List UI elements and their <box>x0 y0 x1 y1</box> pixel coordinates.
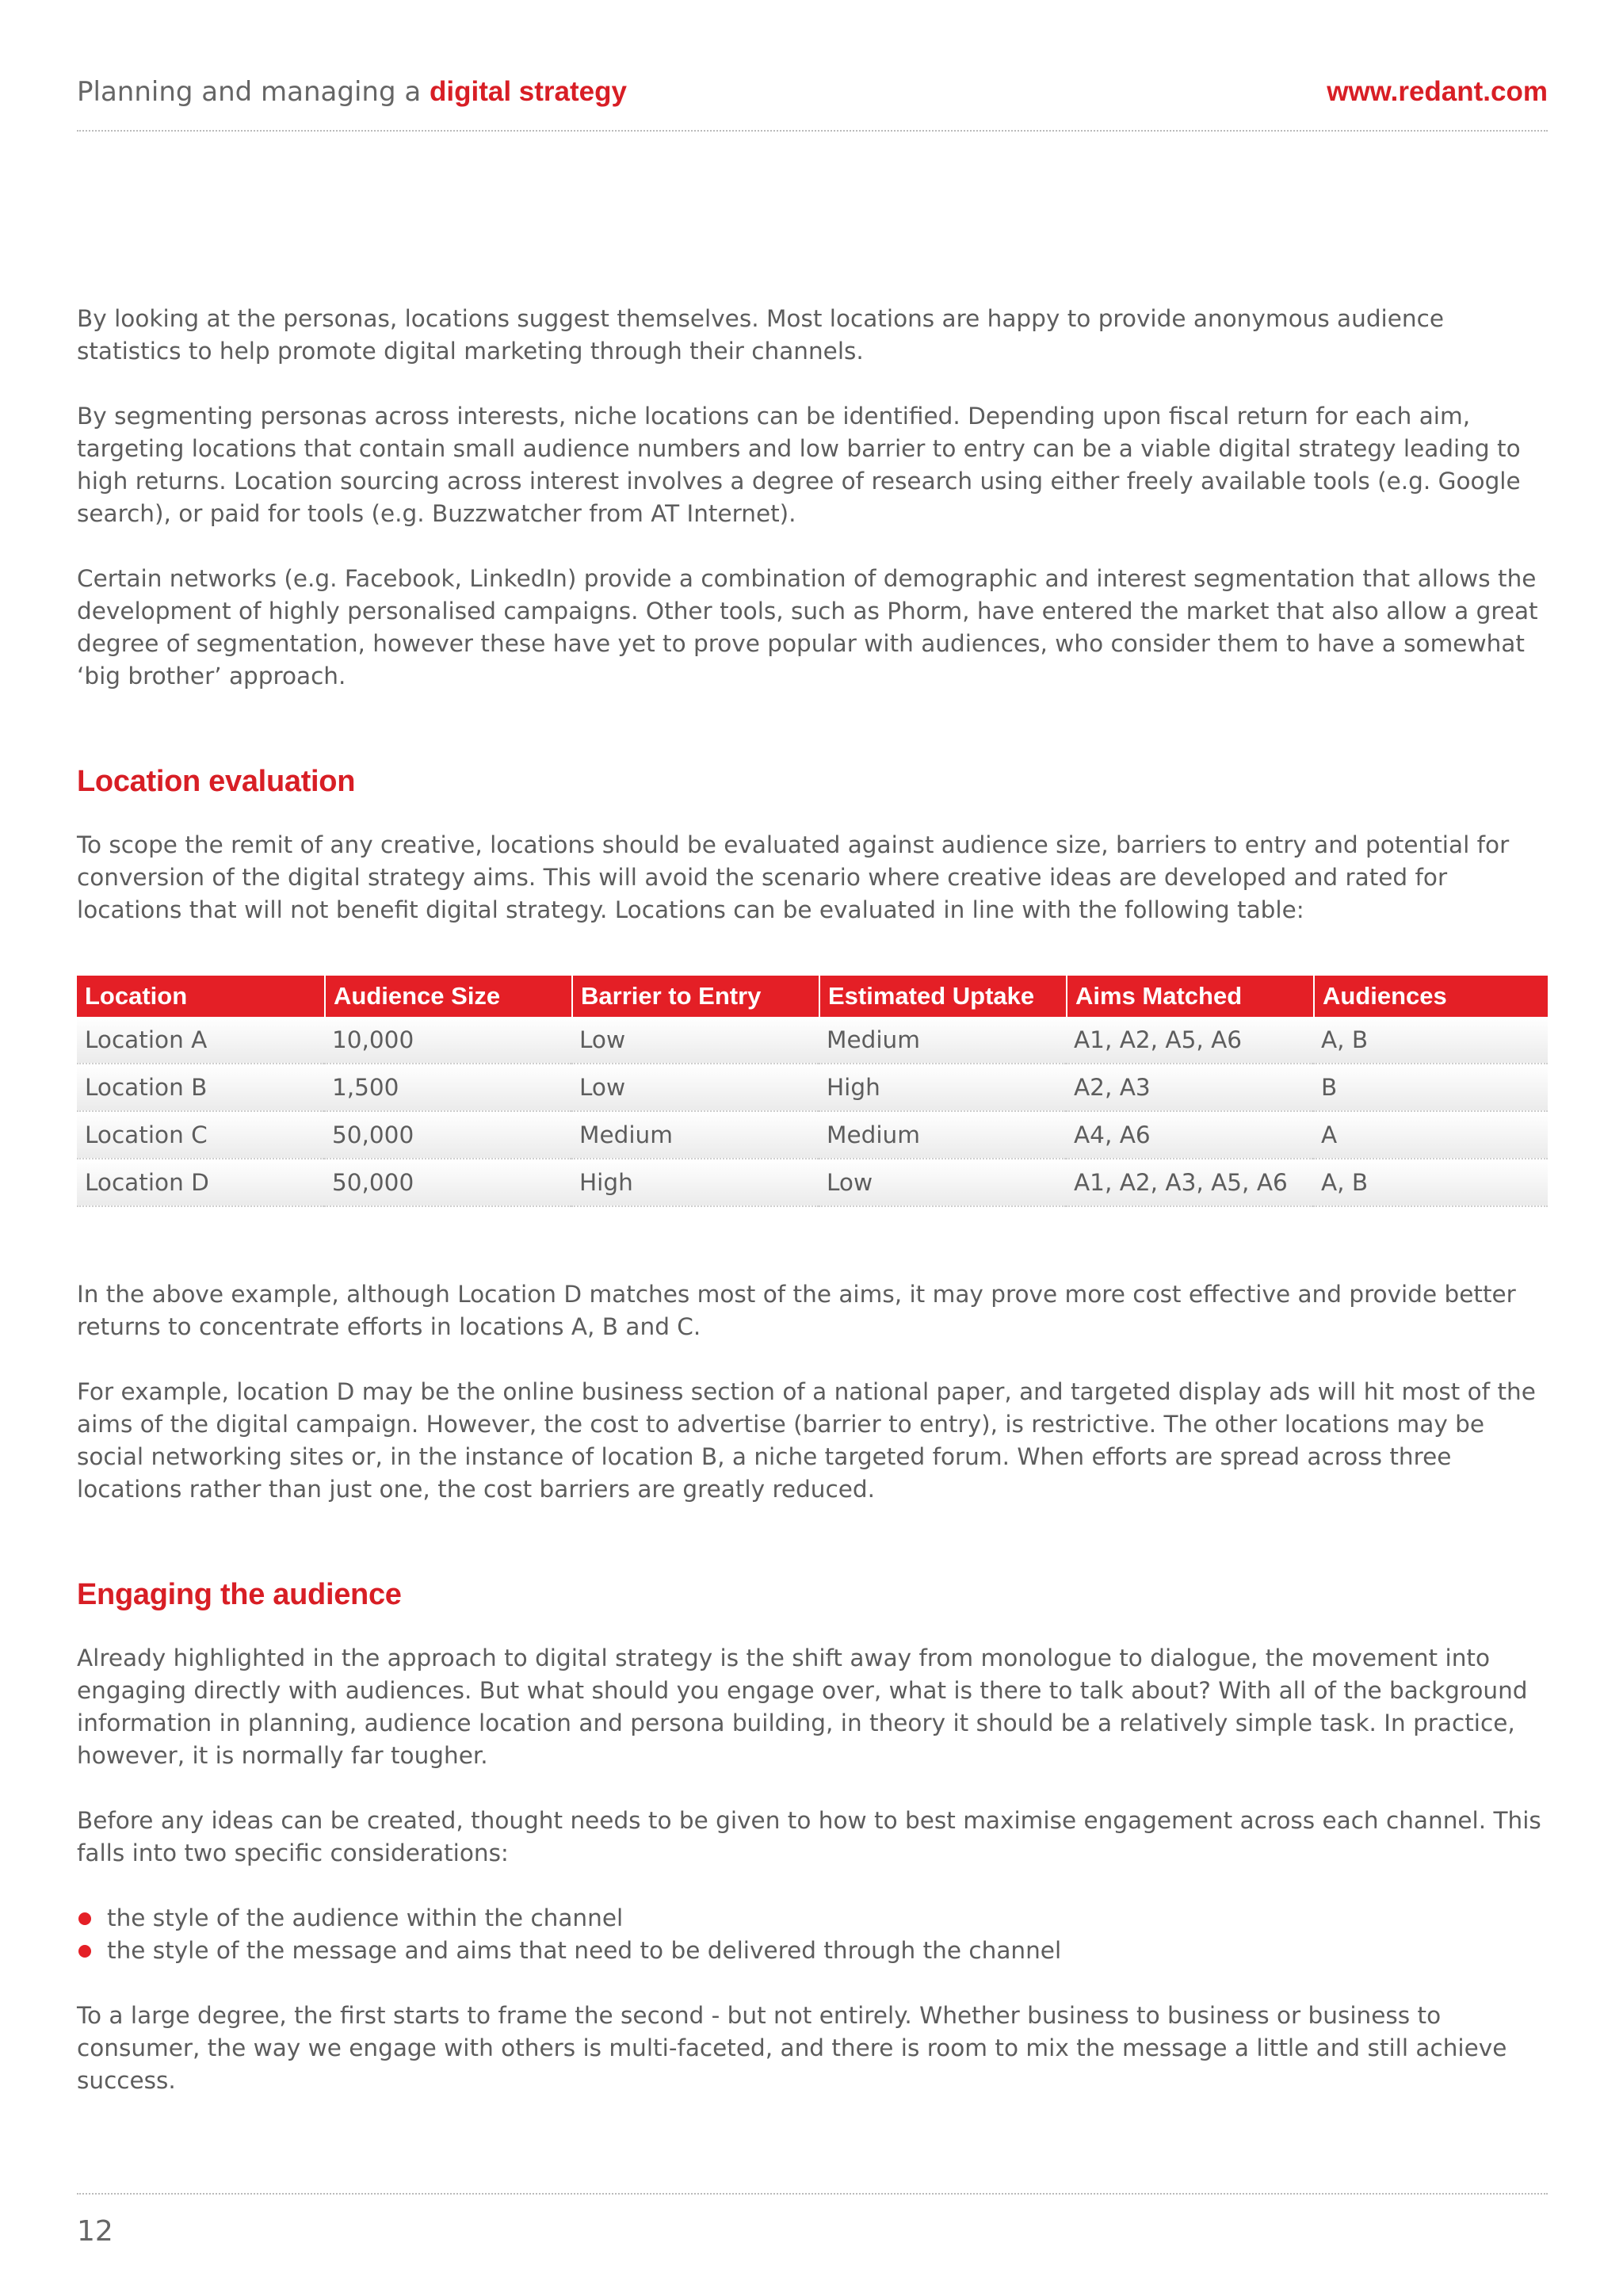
list-item <box>77 1935 1551 1967</box>
section-heading-location-evaluation: Location evaluation <box>77 765 356 798</box>
table-row <box>77 1159 1548 1207</box>
table-header-cell: Aims Matched <box>1066 976 1313 1017</box>
website-link[interactable]: www.redant.com <box>1327 76 1548 107</box>
intro-paragraph-3: Certain networks (e.g. Facebook, LinkedIn) provide a combination of demographic and interest segmentation that allows the development of highly personalised campaigns. Other tools, such as Phorm, have entered the market that also allow a great degree of segmentation, however these have yet to prove popular with audiences, who consider them to have a somewhat ‘big brother’ approach. <box>77 565 1538 690</box>
table-cell: A2, A3 <box>1066 1064 1313 1112</box>
table-cell: Low <box>571 1064 819 1112</box>
list-item-text: the style of the message and aims that need to be delivered through the channel <box>107 1937 1062 1964</box>
table-cell: A4, A6 <box>1066 1112 1313 1159</box>
table-cell: Medium <box>571 1112 819 1159</box>
table-cell: 50,000 <box>324 1159 571 1207</box>
table-row <box>77 1064 1548 1112</box>
table-cell: Location D <box>77 1159 324 1207</box>
list-item-text: the style of the audience within the channel <box>107 1904 624 1931</box>
table-cell: 1,500 <box>324 1064 571 1112</box>
page-number: 12 <box>77 2215 113 2248</box>
table-cell: 10,000 <box>324 1017 571 1064</box>
table-cell: 50,000 <box>324 1112 571 1159</box>
list-item <box>77 1902 1551 1935</box>
table-header-cell: Location <box>77 976 324 1017</box>
document-title-prefix: Planning and managing a <box>77 76 430 108</box>
location-evaluation-paragraph-2: For example, location D may be the online business section of a national paper, and targeted display ads will hit most of the aims of the digital campaign. However, the cost to advertise (barrier to entry), is restrictive. The other locations may be social networking sites or, in the instance of location B, a niche targeted forum. When efforts are spread across three locations rather than just one, the cost barriers are greatly reduced. <box>77 1378 1536 1503</box>
page-header <box>77 68 1548 116</box>
table-cell: Location B <box>77 1064 324 1112</box>
table-cell: High <box>819 1064 1066 1112</box>
engaging-paragraph-1: Already highlighted in the approach to digital strategy is the shift away from monologue to dialogue, the movement into engaging directly with audiences. But what should you engage over, what is there to talk about? With all of the background information in planning, audience location and persona building, in theory it should be a relatively simple task. In practice, however, it is normally far tougher. <box>77 1645 1528 1769</box>
intro-paragraph-2: By segmenting personas across interests, niche locations can be identified. Depending upon fiscal return for each aim, targeting locations that contain small audience numbers and low barrier to entry can be a viable digital strategy leading to high returns. Location sourcing across interest involves a degree of research using either freely available tools (e.g. Google search), or paid for tools (e.g. Buzzwatcher from AT Internet). <box>77 403 1521 527</box>
table-row <box>77 1017 1548 1064</box>
table-cell: High <box>571 1159 819 1207</box>
bullet-dot-icon <box>78 1912 91 1925</box>
engaging-paragraph-2: Before any ideas can be created, thought needs to be given to how to best maximise engagement across each channel. This falls into two specific considerations: <box>77 1807 1541 1866</box>
table-cell: Low <box>571 1017 819 1064</box>
considerations-list <box>77 1902 1551 1967</box>
section-heading-engaging-audience: Engaging the audience <box>77 1578 402 1611</box>
table-header-cell: Audiences <box>1313 976 1548 1017</box>
table-row <box>77 1112 1548 1159</box>
table-cell: A1, A2, A3, A5, A6 <box>1066 1159 1313 1207</box>
table-header-cell: Barrier to Entry <box>571 976 819 1017</box>
table-cell: Medium <box>819 1112 1066 1159</box>
main-content <box>77 303 1551 2097</box>
table-cell: Location C <box>77 1112 324 1159</box>
bullet-dot-icon <box>78 1945 91 1958</box>
table-cell: B <box>1313 1064 1548 1112</box>
table-cell: Medium <box>819 1017 1066 1064</box>
table-cell: A1, A2, A5, A6 <box>1066 1017 1313 1064</box>
location-evaluation-intro: To scope the remit of any creative, locations should be evaluated against audience size, barriers to entry and potential for conversion of the digital strategy aims. This will avoid the scenario where creative ideas are developed and rated for locations that will not benefit digital strategy. Locations can be evaluated in line with the following table: <box>77 831 1510 923</box>
document-title-accent: digital strategy <box>430 76 627 107</box>
location-evaluation-paragraph-1: In the above example, although Location D matches most of the aims, it may prove more cost effective and provide better returns to concentrate efforts in locations A, B and C. <box>77 1281 1516 1340</box>
table-header-cell: Audience Size <box>324 976 571 1017</box>
footer-divider <box>77 2193 1548 2195</box>
document-title <box>77 76 627 108</box>
intro-paragraph-1: By looking at the personas, locations suggest themselves. Most locations are happy to provide anonymous audience statistics to help promote digital marketing through their channels. <box>77 305 1444 365</box>
table-cell: Low <box>819 1159 1066 1207</box>
table-cell: A <box>1313 1112 1548 1159</box>
table-header-row <box>77 976 1548 1017</box>
location-evaluation-table <box>77 976 1548 1207</box>
header-divider <box>77 130 1548 132</box>
table-cell: Location A <box>77 1017 324 1064</box>
table-cell: A, B <box>1313 1017 1548 1064</box>
table-cell: A, B <box>1313 1159 1548 1207</box>
table-header-cell: Estimated Uptake <box>819 976 1066 1017</box>
engaging-closing-paragraph: To a large degree, the first starts to frame the second - but not entirely. Whether business to business or business to consumer, the way we engage with others is multi-faceted, and there is room to mix the message a little and still achieve success. <box>77 2002 1507 2094</box>
